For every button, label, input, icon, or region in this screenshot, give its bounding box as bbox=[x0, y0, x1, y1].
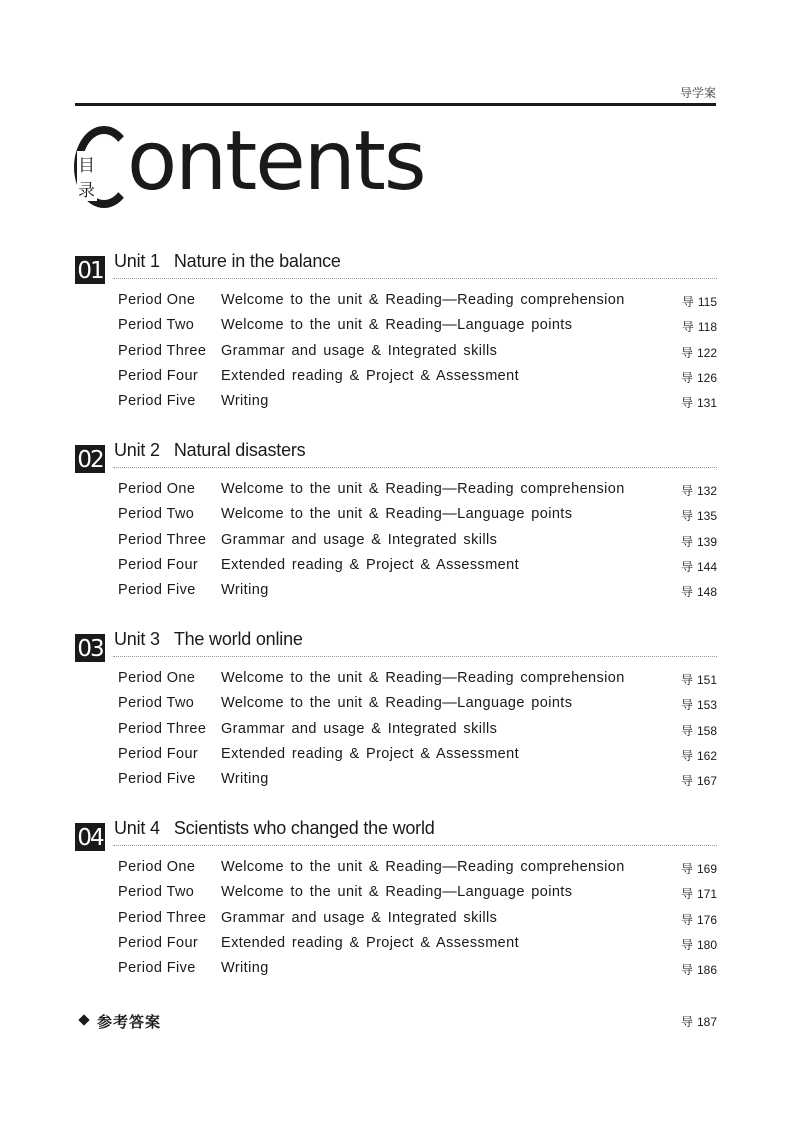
page-ref bbox=[681, 533, 717, 550]
period-name: Period Four bbox=[118, 934, 199, 951]
page-prefix: 导 bbox=[680, 370, 693, 385]
period-row[interactable] bbox=[75, 771, 717, 796]
page-prefix: 导 bbox=[680, 748, 693, 763]
unit-label: Unit 3 bbox=[114, 629, 160, 649]
period-desc: Writing bbox=[221, 393, 269, 410]
period-row[interactable] bbox=[75, 481, 717, 506]
unit-title[interactable] bbox=[114, 818, 435, 839]
period-name: Period Three bbox=[118, 531, 207, 548]
answer-key-entry[interactable] bbox=[78, 1011, 717, 1033]
dotted-divider bbox=[113, 467, 717, 468]
period-name: Period Two bbox=[118, 884, 195, 901]
period-name: Period Five bbox=[118, 393, 196, 410]
page-number: 139 bbox=[696, 534, 717, 549]
period-desc: Extended reading & Project & Assessment bbox=[221, 745, 520, 762]
page-ref bbox=[681, 583, 717, 600]
unit-header bbox=[75, 251, 717, 288]
page-ref bbox=[681, 671, 717, 688]
period-desc: Extended reading & Project & Assessment bbox=[221, 367, 520, 384]
answer-key-label: 参考答案 bbox=[97, 1013, 162, 1031]
period-row[interactable] bbox=[75, 343, 717, 368]
unit-title[interactable] bbox=[114, 629, 303, 650]
period-row[interactable] bbox=[75, 695, 717, 720]
unit-section-4 bbox=[75, 818, 717, 981]
period-row[interactable] bbox=[75, 910, 717, 935]
page-number: 115 bbox=[697, 295, 717, 309]
period-desc: Writing bbox=[221, 771, 269, 788]
page-number: 122 bbox=[696, 345, 717, 360]
page-prefix: 导 bbox=[681, 320, 694, 335]
page-number: 153 bbox=[696, 698, 717, 713]
unit-name: Natural disasters bbox=[173, 440, 306, 460]
period-desc: Grammar and usage & Integrated skills bbox=[221, 720, 498, 737]
period-name: Period Three bbox=[118, 342, 207, 359]
page-prefix: 导 bbox=[680, 698, 693, 713]
period-row[interactable] bbox=[75, 935, 717, 960]
page-ref bbox=[681, 772, 717, 789]
unit-header bbox=[75, 629, 717, 666]
period-row[interactable] bbox=[75, 884, 717, 909]
period-row[interactable] bbox=[75, 859, 717, 884]
unit-section-3 bbox=[75, 629, 717, 792]
unit-name: The world online bbox=[173, 629, 303, 649]
page-number: 176 bbox=[696, 912, 717, 927]
period-list bbox=[75, 292, 717, 418]
page-number: 131 bbox=[696, 396, 717, 411]
period-name: Period Four bbox=[118, 367, 199, 384]
period-row[interactable] bbox=[75, 393, 717, 418]
page-prefix: 导 bbox=[680, 509, 693, 524]
page-prefix: 导 bbox=[680, 937, 693, 952]
page-prefix: 导 bbox=[680, 396, 693, 411]
unit-name: Nature in the balance bbox=[173, 251, 341, 271]
period-name: Period Three bbox=[118, 909, 207, 926]
page-prefix: 导 bbox=[680, 673, 693, 687]
dotted-divider bbox=[113, 278, 717, 279]
page-number: 180 bbox=[696, 937, 717, 952]
period-name: Period One bbox=[118, 481, 196, 497]
page-number: 158 bbox=[696, 723, 717, 738]
page-prefix: 导 bbox=[680, 1015, 693, 1029]
period-desc: Writing bbox=[221, 960, 269, 977]
unit-section-1 bbox=[75, 251, 717, 414]
page-prefix: 导 bbox=[680, 912, 693, 927]
page-ref bbox=[682, 318, 717, 335]
unit-label: Unit 1 bbox=[114, 251, 160, 271]
unit-number-badge: 01 bbox=[75, 256, 105, 284]
page-number: 151 bbox=[696, 673, 717, 687]
page-ref bbox=[681, 936, 717, 953]
page-number: 171 bbox=[696, 887, 717, 902]
period-row[interactable] bbox=[75, 557, 717, 582]
period-name: Period Three bbox=[118, 720, 207, 737]
title-text: ontents bbox=[127, 114, 425, 209]
period-name: Period Five bbox=[118, 960, 196, 977]
period-desc: Grammar and usage & Integrated skills bbox=[221, 531, 498, 548]
page-ref bbox=[681, 885, 717, 902]
page-prefix: 导 bbox=[680, 887, 693, 902]
period-row[interactable] bbox=[75, 582, 717, 607]
period-desc: Welcome to the unit & Reading—Language points bbox=[221, 317, 573, 334]
dotted-divider bbox=[113, 845, 717, 846]
period-desc: Grammar and usage & Integrated skills bbox=[221, 342, 498, 359]
unit-number-badge: 02 bbox=[75, 445, 105, 473]
page-ref bbox=[681, 747, 717, 764]
unit-header bbox=[75, 818, 717, 855]
period-list bbox=[75, 481, 717, 607]
page-number: 187 bbox=[696, 1015, 717, 1029]
period-name: Period Five bbox=[118, 771, 196, 788]
page-prefix: 导 bbox=[680, 345, 693, 360]
page-number: 118 bbox=[697, 320, 717, 335]
page-number: 135 bbox=[696, 509, 717, 524]
page-ref bbox=[681, 344, 717, 361]
period-name: Period One bbox=[118, 670, 196, 686]
page-ref bbox=[681, 558, 717, 575]
period-row[interactable] bbox=[75, 670, 717, 695]
period-desc: Welcome to the unit & Reading—Reading comprehension bbox=[221, 481, 625, 497]
page-ref bbox=[681, 961, 717, 978]
period-name: Period Two bbox=[118, 317, 195, 334]
page-number: 162 bbox=[696, 748, 717, 763]
unit-number-badge: 03 bbox=[75, 634, 105, 662]
page-prefix: 导 bbox=[680, 862, 693, 876]
period-row[interactable] bbox=[75, 368, 717, 393]
unit-section-2 bbox=[75, 440, 717, 603]
period-desc: Welcome to the unit & Reading—Reading comprehension bbox=[221, 859, 625, 875]
page-ref bbox=[681, 911, 717, 928]
page-ref bbox=[681, 696, 717, 713]
unit-number-badge: 04 bbox=[75, 823, 105, 851]
page-prefix: 导 bbox=[680, 484, 693, 498]
unit-title[interactable] bbox=[114, 440, 305, 461]
period-name: Period One bbox=[118, 859, 196, 875]
page-prefix: 导 bbox=[680, 585, 693, 600]
page-prefix: 导 bbox=[680, 723, 693, 738]
page-prefix: 导 bbox=[680, 534, 693, 549]
period-row[interactable] bbox=[75, 746, 717, 771]
period-name: Period Four bbox=[118, 556, 199, 573]
period-desc: Writing bbox=[221, 582, 269, 599]
period-desc: Welcome to the unit & Reading—Reading comprehension bbox=[221, 292, 625, 308]
period-desc: Welcome to the unit & Reading—Reading comprehension bbox=[221, 670, 625, 686]
page-ref bbox=[681, 860, 717, 877]
period-name: Period Two bbox=[118, 695, 195, 712]
period-name: Period One bbox=[118, 292, 196, 308]
page-number: 148 bbox=[696, 585, 717, 600]
header-rule bbox=[75, 103, 716, 106]
period-desc: Welcome to the unit & Reading—Language points bbox=[221, 695, 573, 712]
page-number: 126 bbox=[696, 370, 717, 385]
unit-header bbox=[75, 440, 717, 477]
unit-title[interactable] bbox=[114, 251, 341, 272]
period-name: Period Five bbox=[118, 582, 196, 599]
page-ref bbox=[681, 394, 717, 411]
page-number: 132 bbox=[696, 484, 717, 498]
unit-label: Unit 4 bbox=[114, 818, 160, 838]
period-row[interactable] bbox=[75, 506, 717, 531]
period-desc: Extended reading & Project & Assessment bbox=[221, 934, 520, 951]
diamond-bullet-icon bbox=[78, 1014, 89, 1025]
page-number: 186 bbox=[696, 963, 717, 978]
period-list bbox=[75, 670, 717, 796]
title-cn-label: 目录 bbox=[77, 151, 97, 201]
page-ref bbox=[681, 1013, 717, 1030]
period-list bbox=[75, 859, 717, 985]
page-ref bbox=[681, 369, 717, 386]
page-ref bbox=[682, 293, 717, 310]
page-prefix: 导 bbox=[680, 963, 693, 978]
period-desc: Extended reading & Project & Assessment bbox=[221, 556, 520, 573]
unit-name: Scientists who changed the world bbox=[173, 818, 435, 838]
period-row[interactable] bbox=[75, 317, 717, 342]
period-row[interactable] bbox=[75, 532, 717, 557]
period-row[interactable] bbox=[75, 292, 717, 317]
period-desc: Welcome to the unit & Reading—Language points bbox=[221, 884, 573, 901]
page-ref bbox=[681, 722, 717, 739]
period-row[interactable] bbox=[75, 960, 717, 985]
header-tag: 导学案 bbox=[679, 86, 716, 100]
page-prefix: 导 bbox=[681, 295, 694, 309]
period-desc: Welcome to the unit & Reading—Language points bbox=[221, 506, 573, 523]
period-name: Period Two bbox=[118, 506, 195, 523]
unit-label: Unit 2 bbox=[114, 440, 160, 460]
page-prefix: 导 bbox=[680, 774, 693, 789]
page-ref bbox=[681, 507, 717, 524]
page-prefix: 导 bbox=[680, 559, 693, 574]
page-number: 169 bbox=[696, 862, 717, 876]
period-desc: Grammar and usage & Integrated skills bbox=[221, 909, 498, 926]
page-ref bbox=[681, 482, 717, 499]
dotted-divider bbox=[113, 656, 717, 657]
period-row[interactable] bbox=[75, 721, 717, 746]
page-number: 167 bbox=[696, 774, 717, 789]
period-name: Period Four bbox=[118, 745, 199, 762]
page-number: 144 bbox=[696, 559, 717, 574]
